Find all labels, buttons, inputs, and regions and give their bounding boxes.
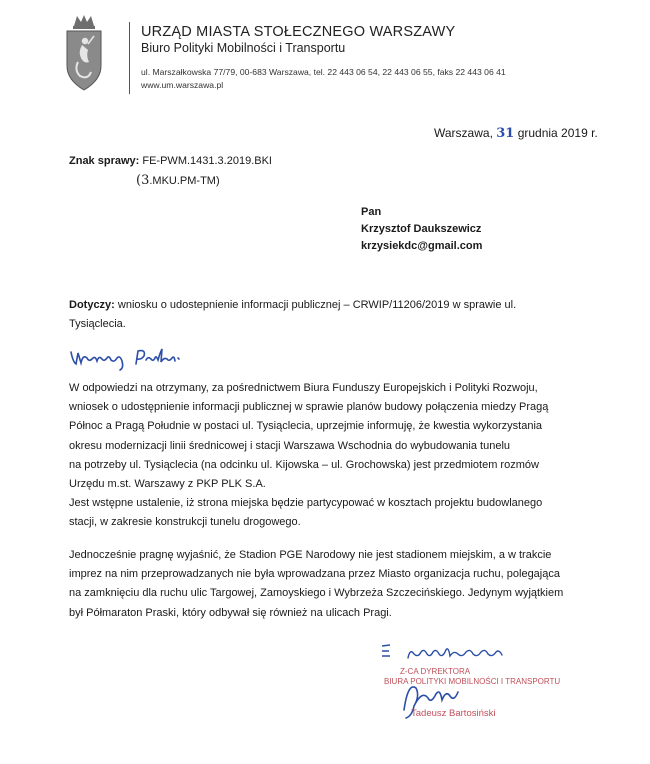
paragraph-line: Jednocześnie pragnę wyjaśnić, że Stadion PGE Narodowy nie jest stadionem miejskim, a w trakcie — [69, 549, 552, 561]
date-day-handwritten: 31 — [496, 126, 515, 141]
paragraph-line: stacji, w zakresie konstrukcji tunelu drogowego. — [69, 516, 301, 529]
recipient-salutation: Pan — [361, 206, 382, 218]
paragraph-line: na zamknięciu dla ruchu ulic Targowej, Zamoyskiego i Wybrzeża Szczecińskiego. Jedynym wyjątkiem — [69, 587, 564, 600]
organization-website: www.um.warszawa.pl — [141, 80, 224, 90]
subject-text: wniosku o udostepnienie informacji publicznej – CRWIP/11206/2019 w sprawie ul. Tysiąclecia. — [69, 299, 517, 330]
warsaw-coat-of-arms-icon — [64, 14, 104, 92]
date-prefix: Warszawa, — [434, 126, 493, 140]
secondary-reference — [136, 173, 220, 188]
paragraph-line: W odpowiedzi na otrzymany, za pośrednictwem Biura Funduszy Europejskich i Polityki Rozwoju, — [69, 382, 538, 394]
paragraph-line: okresu modernizacji linii średnicowej i stacji Warszawa Wschodnia do wybudowania tunelu — [69, 439, 511, 452]
handwritten-salutation — [68, 346, 183, 372]
stamp-office: BIURA POLITYKI MOBILNOŚCI I TRANSPORTU — [384, 677, 561, 686]
signatory-name: Tadeusz Bartosiński — [411, 708, 496, 719]
reference-label: Znak sprawy: — [69, 155, 140, 167]
organization-subtitle: Biuro Polityki Mobilności i Transportu — [141, 41, 346, 55]
paragraph-line: Jest wstępne ustalenie, iż strona miejska będzie partycypować w kosztach projektu budowlanego — [69, 497, 543, 509]
organization-title: URZĄD MIASTA STOŁECZNEGO WARSZAWY — [141, 24, 456, 40]
recipient-email: krzysiekdc@gmail.com — [361, 240, 483, 252]
body-paragraph-3 — [69, 546, 589, 623]
paragraph-line: wniosek o udostępnienie informacji publicznej w sprawie planów budowy połączenia miedzy Pragą — [69, 401, 549, 414]
secondary-reference-number: .MKU.PM-TM) — [149, 175, 220, 187]
recipient-name: Krzysztof Daukszewicz — [361, 223, 482, 235]
handwritten-annotation — [378, 640, 518, 664]
reference-number: FE-PWM.1431.3.2019.BKI — [142, 155, 272, 167]
paragraph-line: Urzędu m.st. Warszawy z PKP PLK S.A. — [69, 478, 266, 491]
subject-label: Dotyczy: — [69, 299, 115, 311]
paragraph-line: imprez na nim przeprowadzanych nie była wprowadzana przez Miasto organizacja ruchu, polegająca — [69, 568, 560, 581]
body-paragraph-2 — [69, 494, 589, 532]
date-suffix: grudnia 2019 r. — [517, 126, 598, 140]
paragraph-line: na potrzeby ul. Tysiąclecia (na odcinku ul. Kijowska – ul. Grochowska) jest przedmiotem rozmów — [69, 458, 539, 471]
case-reference — [69, 155, 272, 167]
secondary-reference-handwritten: (3 — [136, 173, 150, 188]
body-paragraph-1 — [69, 379, 589, 494]
paragraph-line: Północ a Pragą Południe w postaci ul. Tysiąclecia, uprzejmie informuję, że kwestia wykorzystania — [69, 420, 543, 433]
organization-address: ul. Marszałkowska 77/79, 00-683 Warszawa, tel. 22 443 06 54, 22 443 06 55, faks 22 443 06 41 — [141, 67, 506, 77]
paragraph-line: był Półmaraton Praski, który odbywał się również na ulicach Pragi. — [69, 606, 392, 619]
stamp-position: Z-CA DYREKTORA — [400, 667, 471, 676]
letter-date — [434, 126, 598, 141]
letter-subject — [69, 296, 549, 334]
header-divider — [129, 22, 130, 94]
